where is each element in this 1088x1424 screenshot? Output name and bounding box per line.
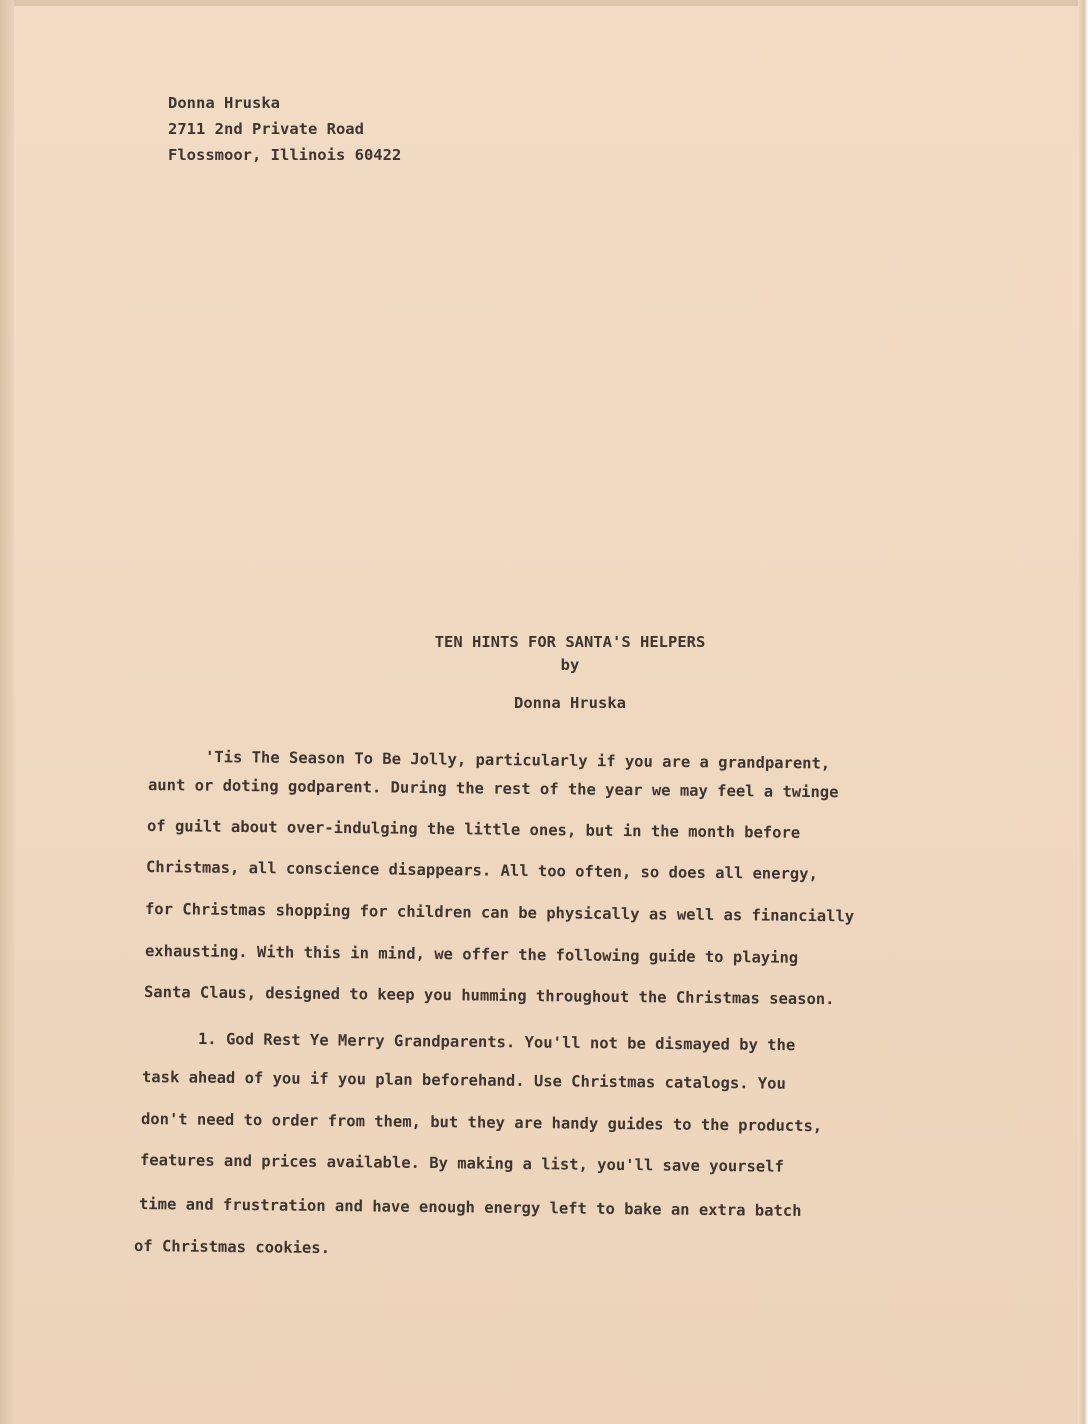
body-line: features and prices available. By making a list, you'll save yourself [139, 1151, 784, 1176]
article-byline-by: by [560, 656, 580, 674]
paper-right-edge [1078, 0, 1088, 1424]
body-line: of guilt about over-indulging the little ones, but in the month before [146, 817, 801, 842]
body-line: task ahead of you if you plan beforehand. Use Christmas catalogs. You [141, 1068, 786, 1093]
body-line: for Christmas shopping for children can be physically as well as financially [144, 900, 855, 926]
paper-left-edge [0, 0, 14, 1424]
article-title: TEN HINTS FOR SANTA'S HELPERS [434, 633, 706, 651]
paper-top-edge [0, 0, 1088, 6]
body-line: 1. God Rest Ye Merry Grandparents. You'll not be dismayed by the [197, 1030, 796, 1055]
body-line: exhausting. With this in mind, we offer the following guide to playing [144, 942, 799, 967]
author-address-block [168, 90, 401, 168]
body-line: time and frustration and have enough energy left to bake an extra batch [138, 1195, 802, 1220]
address-street: 2711 2nd Private Road [168, 120, 364, 138]
body-line: aunt or doting godparent. During the rest of the year we may feel a twinge [147, 776, 839, 802]
article-author: Donna Hruska [514, 694, 626, 712]
body-line: Christmas, all conscience disappears. All too often, so does all energy, [145, 858, 818, 884]
body-line: Santa Claus, designed to keep you humming throughout the Christmas season. [143, 983, 835, 1009]
address-city: Flossmoor, Illinois 60422 [168, 146, 402, 164]
body-line: of Christmas cookies. [133, 1237, 331, 1258]
body-line: 'Tis The Season To Be Jolly, particularly if you are a grandparent, [204, 748, 831, 773]
address-name: Donna Hruska [168, 94, 280, 112]
body-line: don't need to order from them, but they are handy guides to the products, [140, 1110, 823, 1136]
